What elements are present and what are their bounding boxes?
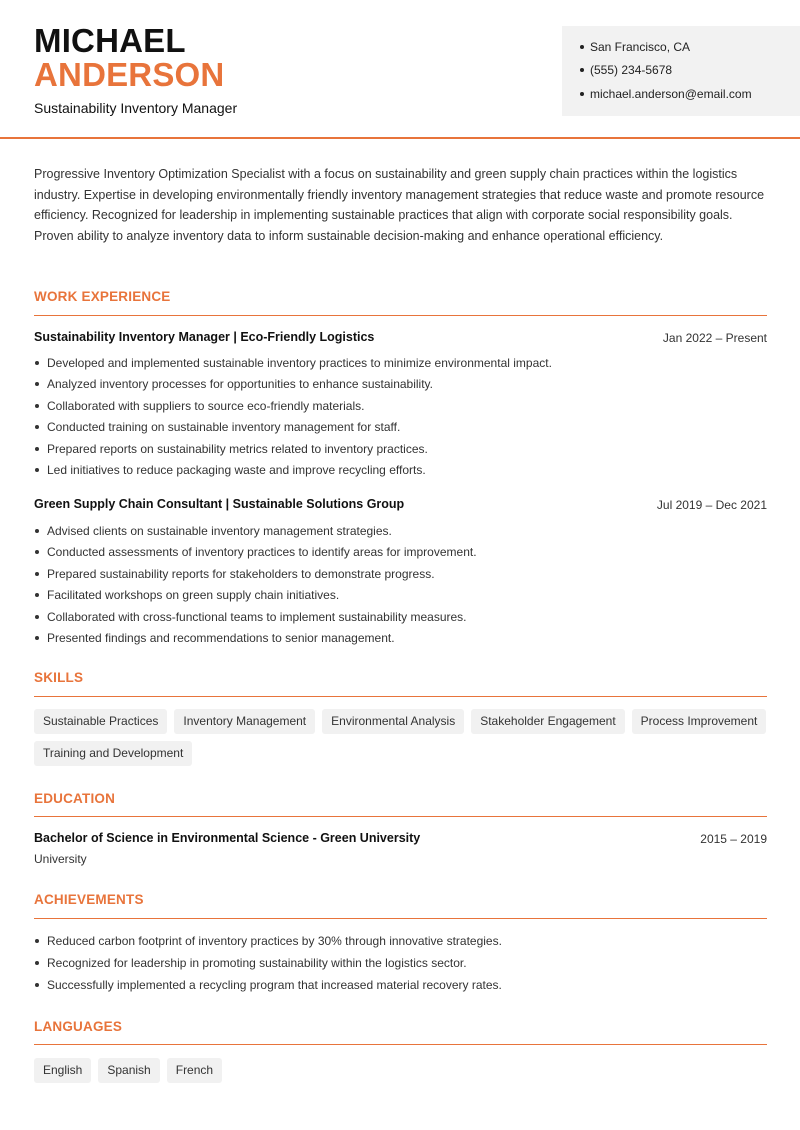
section-divider [34, 315, 767, 316]
bullet-text: Successfully implemented a recycling program that increased material recovery rates. [47, 978, 502, 992]
section-divider [34, 696, 767, 697]
contact-phone [580, 63, 672, 77]
first-name: MICHAEL [34, 22, 186, 59]
section-title-work: WORK EXPERIENCE [34, 289, 171, 304]
institution: University [34, 852, 87, 866]
contact-location-text: San Francisco, CA [590, 40, 691, 54]
last-name: ANDERSON [34, 56, 225, 93]
languages-list [34, 1058, 774, 1090]
section-title-skills: SKILLS [34, 670, 84, 685]
bullet-text: Prepared sustainability reports for stakeholders to demonstrate progress. [47, 566, 435, 581]
contact-phone-text: (555) 234-5678 [590, 63, 673, 77]
contact-box [562, 26, 800, 116]
bullet-icon [35, 572, 39, 576]
bullet-text: Prepared reports on sustainability metrics related to inventory practices. [47, 441, 428, 456]
bullet-text: Conducted assessments of inventory practices to identify areas for improvement. [47, 545, 477, 560]
job-heading: Green Supply Chain Consultant | Sustainable Solutions Group [34, 497, 405, 511]
job-title: Sustainability Inventory Manager [34, 100, 238, 116]
bullet-icon [580, 68, 584, 72]
bullet-text: Led initiatives to reduce packaging waste and improve recycling efforts. [47, 462, 426, 477]
bullet-icon [35, 983, 39, 987]
bullet-text: Advised clients on sustainable inventory management strategies. [47, 524, 392, 538]
job-heading: Sustainability Inventory Manager | Eco-Friendly Logistics [34, 330, 375, 344]
contact-email-text[interactable]: michael.anderson@email.com [590, 87, 752, 101]
bullet-icon [35, 550, 39, 554]
list-item [34, 376, 764, 397]
list-item [34, 609, 764, 630]
section-divider [34, 816, 767, 817]
bullet-icon [35, 447, 39, 451]
list-item [34, 544, 764, 565]
bullet-text: Reduced carbon footprint of inventory practices by 30% through innovative strategies. [47, 934, 502, 948]
skill-chip: Training and Development [34, 741, 192, 766]
skill-chip: Inventory Management [174, 709, 315, 734]
achievement-bullets [34, 933, 764, 999]
language-chip: French [167, 1058, 222, 1083]
bullet-icon [35, 404, 39, 408]
bullet-text: Facilitated workshops on green supply chain initiatives. [47, 588, 340, 603]
bullet-icon [35, 361, 39, 365]
job-bullets [34, 523, 764, 651]
skill-chip: Stakeholder Engagement [471, 709, 624, 734]
bullet-text: Collaborated with suppliers to source eco-friendly materials. [47, 398, 365, 413]
bullet-icon [35, 468, 39, 472]
bullet-icon [35, 961, 39, 965]
language-chip: English [34, 1058, 91, 1083]
list-item [34, 587, 764, 608]
bullet-icon [35, 636, 39, 640]
bullet-icon [35, 382, 39, 386]
bullet-text: Recognized for leadership in promoting sustainability within the logistics sector. [47, 956, 467, 970]
bullet-icon [35, 615, 39, 619]
bullet-icon [35, 529, 39, 533]
list-item [34, 566, 764, 587]
list-item [34, 441, 764, 462]
list-item [34, 955, 764, 977]
contact-location [580, 40, 690, 54]
bullet-icon [35, 939, 39, 943]
list-item [34, 462, 764, 483]
bullet-text: Conducted training on sustainable inventory management for staff. [47, 420, 401, 435]
section-divider [34, 918, 767, 919]
education-dates: 2015 – 2019 [700, 832, 767, 846]
language-chip: Spanish [98, 1058, 159, 1083]
contact-email[interactable] [580, 87, 752, 101]
bullet-icon [580, 92, 584, 96]
list-item [34, 355, 764, 376]
job-dates: Jan 2022 – Present [662, 331, 767, 345]
list-item [34, 419, 764, 440]
section-title-education: EDUCATION [34, 791, 116, 806]
job-bullets [34, 355, 764, 483]
job-dates: Jul 2019 – Dec 2021 [656, 498, 767, 512]
skills-list [34, 709, 774, 773]
section-title-languages: LANGUAGES [34, 1019, 123, 1034]
bullet-text: Analyzed inventory processes for opportunities to enhance sustainability. [47, 377, 433, 392]
skill-chip: Sustainable Practices [34, 709, 167, 734]
degree: Bachelor of Science in Environmental Science - Green University [34, 831, 421, 845]
section-divider [34, 1044, 767, 1045]
bullet-text: Collaborated with cross-functional teams to implement sustainability measures. [47, 609, 467, 624]
section-title-achievements: ACHIEVEMENTS [34, 892, 144, 907]
bullet-icon [35, 425, 39, 429]
list-item [34, 933, 764, 955]
list-item [34, 630, 764, 651]
resume-header [0, 0, 800, 139]
list-item [34, 523, 764, 544]
skill-chip: Process Improvement [632, 709, 767, 734]
list-item [34, 398, 764, 419]
bullet-icon [580, 45, 584, 49]
list-item [34, 977, 764, 999]
bullet-icon [35, 593, 39, 597]
skill-chip: Environmental Analysis [322, 709, 464, 734]
bullet-text: Developed and implemented sustainable inventory practices to minimize environmental impact. [47, 356, 552, 370]
summary: Progressive Inventory Optimization Specialist with a focus on sustainability and green supply chain practices within the logistics industry. Expertise in developing environmentally friendly inventory management strategies that reduce waste and promote resource efficiency. Recognized for leadership in implementing sustainable practices that align with corporate social responsibility goals. Proven ability to analyze inventory data to inform sustainable decision-making and enhance operational efficiency. [34, 167, 765, 243]
bullet-text: Presented findings and recommendations to senior management. [47, 630, 395, 645]
